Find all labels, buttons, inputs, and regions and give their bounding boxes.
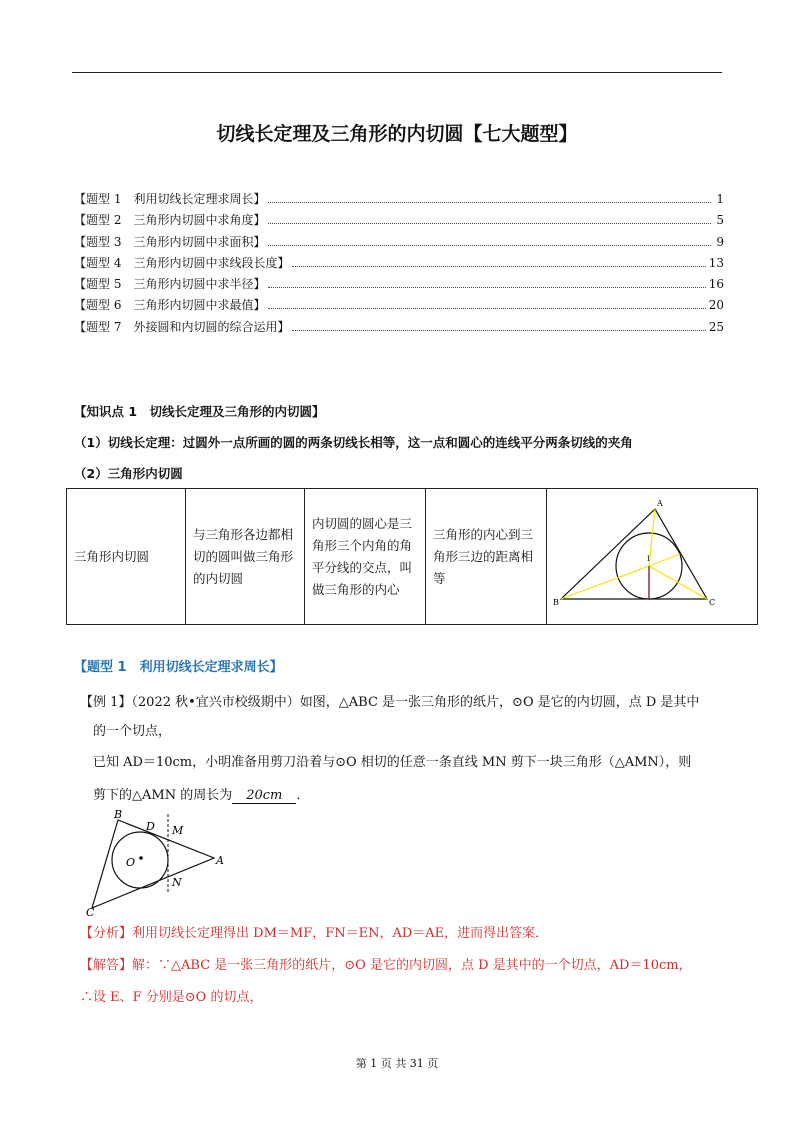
bisector-b [561, 566, 649, 599]
label-d: D [146, 820, 155, 833]
section-heading: 【题型 1 利用切线长定理求周长】 [74, 660, 283, 675]
toc-entry[interactable] [74, 275, 724, 296]
table-cell-incenter: 内切圆的圆心是三角形三个内角的角平分线的交点，叫做三角形的内心 [305, 489, 426, 625]
radius-ac [649, 554, 680, 566]
example-line-4 [93, 784, 309, 804]
toc-leader-dots [292, 330, 705, 331]
toc-entry-page: 25 [708, 319, 724, 334]
solution-tag: 【解答】 [80, 958, 133, 973]
label-m: M [172, 824, 184, 837]
table-cell-term: 三角形内切圆 [67, 489, 186, 625]
toc-entry-label: 【题型 7 外接圆和内切圆的综合运用】 [74, 319, 290, 334]
label-n: N [172, 876, 182, 889]
toc-entry-label: 【题型 2 三角形内切圆中求角度】 [74, 213, 266, 228]
label-i: I [647, 555, 650, 563]
solution-line-1 [80, 954, 692, 973]
toc-entry-label: 【题型 3 三角形内切圆中求面积】 [74, 234, 266, 249]
toc-entry-page: 16 [708, 277, 724, 292]
toc-entry[interactable] [74, 254, 724, 275]
incircle-table [66, 488, 758, 625]
page-title: 切线长定理及三角形的内切圆【七大题型】 [216, 123, 578, 145]
tangent-figure [84, 808, 234, 916]
toc-entry[interactable] [74, 211, 724, 232]
example-text-4: 剪下的△AMN 的周长为 [93, 788, 233, 803]
example-tag: 【例 1】 [80, 695, 132, 710]
incircle-subheading: （2）三角形内切圆 [74, 466, 183, 481]
label-a2: A [216, 854, 224, 867]
table-cell-property: 三角形的内心到三角形三边的距离相等 [426, 489, 547, 625]
label-a: A [657, 499, 663, 508]
toc-entry-page: 5 [716, 213, 724, 228]
toc-entry[interactable] [74, 296, 724, 317]
label-c: C [709, 598, 716, 607]
example-line-2: 的一个切点， [93, 724, 172, 739]
toc-entry-page: 13 [708, 255, 724, 270]
analysis-text: 利用切线长定理得出 DM＝MF，FN＝EN，AD＝AE，进而得出答案． [132, 926, 549, 941]
label-b: B [553, 598, 559, 607]
toc-leader-dots [268, 202, 711, 203]
toc-entry-label: 【题型 1 利用切线长定理求周长】 [74, 192, 266, 206]
toc-leader-dots [268, 308, 705, 309]
toc-leader-dots [292, 266, 705, 267]
example-text-1: （2022 秋•宜兴市校级期中）如图，△ABC 是一张三角形的纸片，⊙O 是它的内切圆，点 D 是其中 [131, 695, 700, 710]
page-footer: 第 1 页 共 31 页 [355, 1057, 439, 1070]
toc-entry-page: 20 [708, 298, 724, 313]
inscribed-circle [112, 832, 168, 888]
incircle-figure [547, 489, 753, 617]
triangle-abc [561, 509, 707, 599]
toc-entry[interactable] [74, 190, 724, 211]
label-c2: C [86, 906, 95, 916]
center-o [139, 856, 143, 860]
analysis-line [80, 922, 548, 941]
example-line-3: 已知 AD＝10cm，小明准备用剪刀沿着与⊙O 相切的任意一条直线 MN 剪下一块三角形（△AMN），则 [93, 755, 692, 770]
label-b2: B [114, 808, 123, 821]
toc-leader-dots [268, 245, 711, 246]
answer-blank: 20cm [232, 788, 296, 804]
header-rule [72, 72, 722, 73]
toc-entry-label: 【题型 5 三角形内切圆中求半径】 [74, 277, 266, 292]
table-cell-figure [547, 489, 758, 625]
toc-entry[interactable] [74, 318, 724, 339]
solution-text-1: 解：∵△ABC 是一张三角形的纸片，⊙O 是它的内切圆，点 D 是其中的一个切点，AD＝10cm， [132, 958, 692, 973]
knowledge-heading: 【知识点 1 切线长定理及三角形的内切圆】 [74, 404, 325, 419]
example-line-1 [80, 691, 699, 710]
toc-leader-dots [268, 287, 705, 288]
solution-line-2: ∴设 E、F 分别是⊙O 的切点， [80, 990, 263, 1005]
toc-entry-label: 【题型 6 三角形内切圆中求最值】 [74, 298, 266, 313]
triangle-abc-2 [92, 820, 214, 908]
bisector-a [649, 509, 655, 566]
toc-leader-dots [268, 223, 711, 224]
toc-entry-page: 9 [716, 234, 724, 249]
table-of-contents [74, 190, 724, 339]
example-period: ． [296, 788, 310, 803]
toc-entry[interactable] [74, 233, 724, 254]
analysis-tag: 【分析】 [80, 926, 133, 941]
toc-entry-page: 1 [716, 192, 724, 206]
tangent-theorem-text: （1）切线长定理：过圆外一点所画的圆的两条切线长相等，这一点和圆心的连线平分两条切线的夹角 [74, 435, 633, 450]
label-o: O [126, 856, 136, 869]
bisector-c [649, 566, 707, 599]
toc-entry-label: 【题型 4 三角形内切圆中求线段长度】 [74, 255, 290, 270]
table-cell-definition: 与三角形各边都相切的圆叫做三角形的内切圆 [186, 489, 305, 625]
